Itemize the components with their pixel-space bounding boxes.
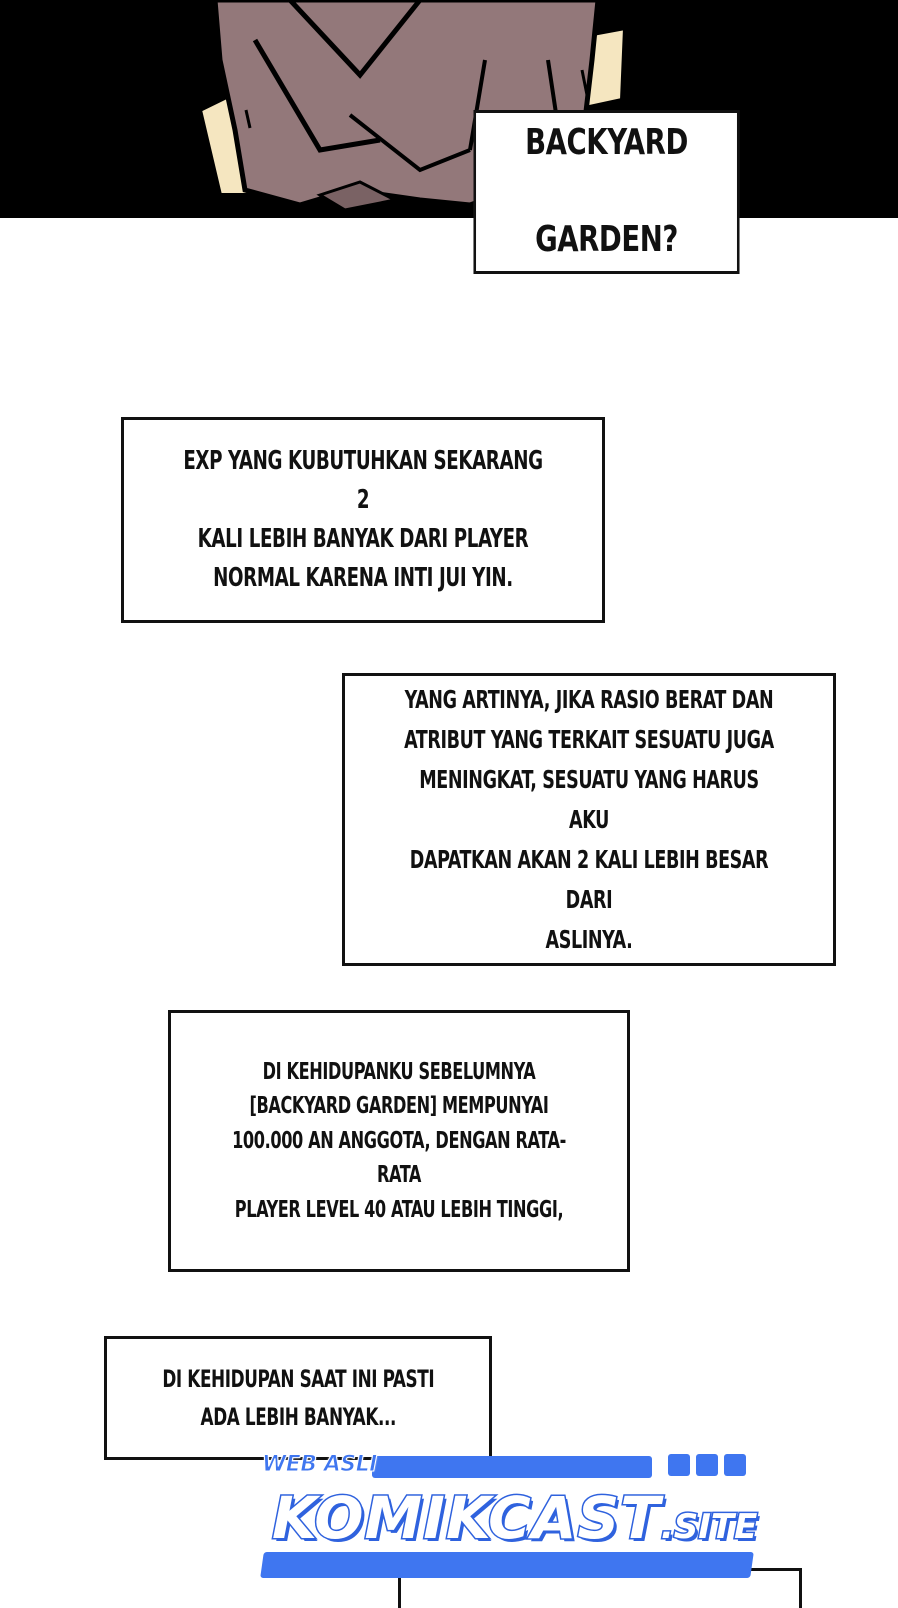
caption-4-text: DI KEHIDUPANKU SEBELUMNYA [BACKYARD GARDEN] MEMPUNYAI 100.000 AN ANGGOTA, DENGAN RATA-RATA PLAYER LEVEL 40 ATAU LEBIH TINGGI, xyxy=(232,1058,566,1223)
watermark-square-2 xyxy=(696,1454,718,1476)
watermark-bottom-bar xyxy=(260,1552,754,1578)
caption-backyard-garden xyxy=(473,110,739,274)
caption-3-text: YANG ARTINYA, JIKA RASIO BERAT DAN ATRIBUT YANG TERKAIT SESUATU JUGA MENINGKAT, SESUATU YANG HARUS AKU DAPATKAN AKAN 2 KALI LEBIH BESAR DARI ASLINYA. xyxy=(404,684,774,954)
caption-previous-life xyxy=(168,1010,630,1272)
watermark-logo-suffix: .SITE xyxy=(660,1507,758,1547)
watermark-logo xyxy=(272,1484,757,1552)
caption-current-life xyxy=(104,1336,492,1460)
caption-5-text: DI KEHIDUPAN SAAT INI PASTI ADA LEBIH BANYAK... xyxy=(162,1364,434,1431)
caption-1-line-1: BACKYARD xyxy=(525,122,688,164)
watermark-square-3 xyxy=(724,1454,746,1476)
caption-2-text: EXP YANG KUBUTUHKAN SEKARANG 2 KALI LEBIH BANYAK DARI PLAYER NORMAL KARENA INTI JUI YIN. xyxy=(183,446,543,593)
caption-meaning xyxy=(342,673,836,966)
comic-panel-top xyxy=(0,0,898,218)
character-illustration xyxy=(0,0,898,218)
komikcast-watermark xyxy=(262,1444,758,1586)
caption-exp-needed xyxy=(121,417,605,623)
watermark-square-1 xyxy=(668,1454,690,1476)
watermark-web-asli-label: WEB ASLI xyxy=(262,1452,377,1477)
watermark-top-bar xyxy=(372,1456,652,1478)
caption-1-line-2: GARDEN? xyxy=(535,219,678,261)
watermark-logo-main: KOMIKCAST xyxy=(272,1484,661,1552)
